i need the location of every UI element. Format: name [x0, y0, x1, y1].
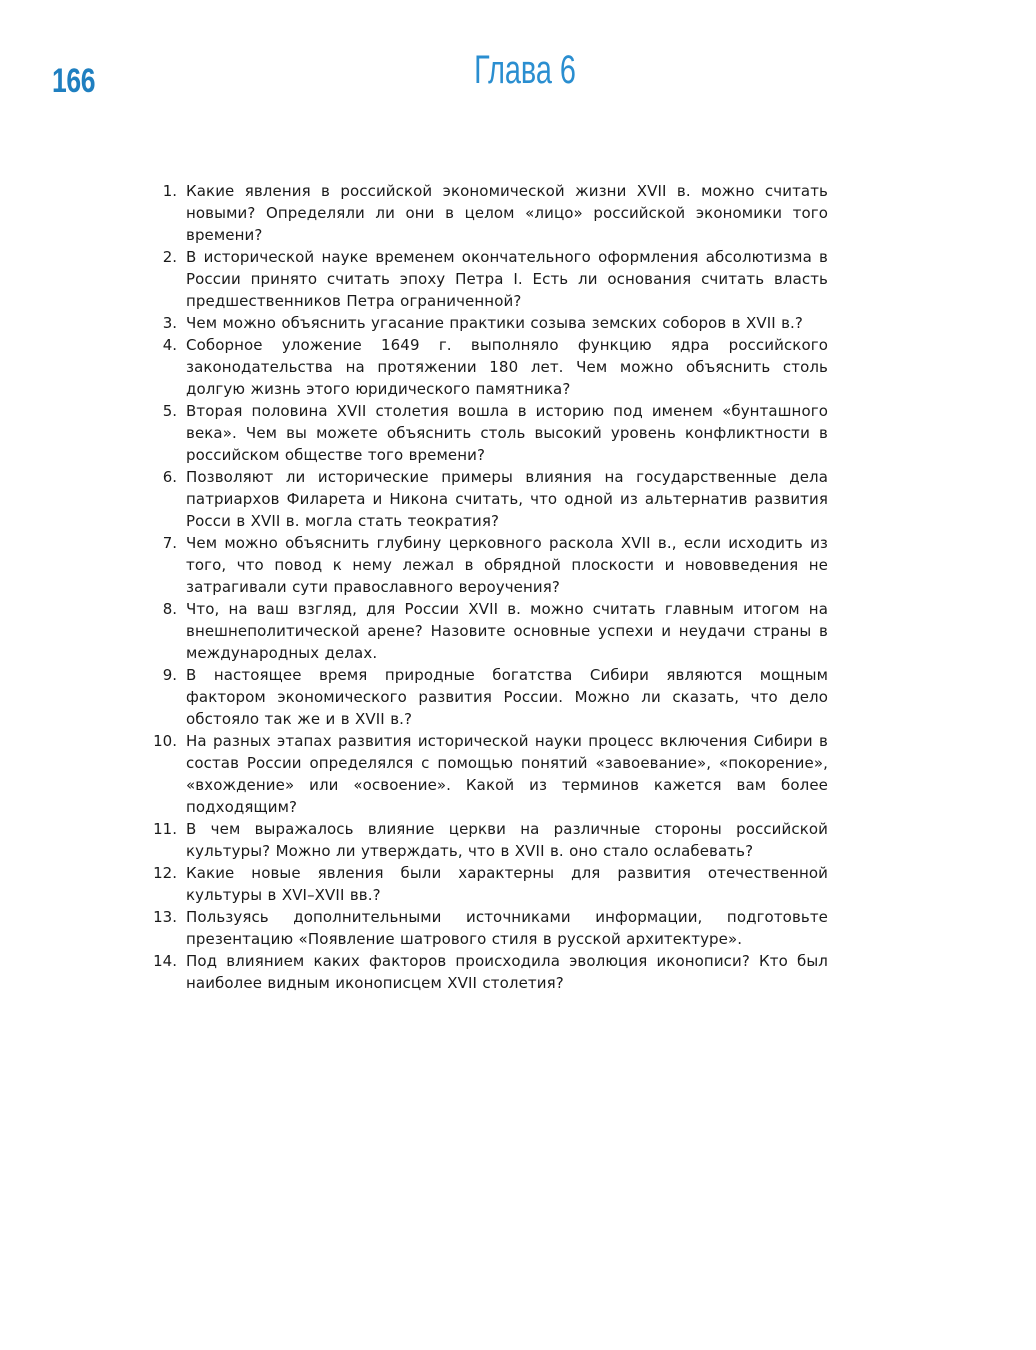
question-text: На разных этапах развития исторической науки процесс включения Сибири в состав России определялся с помощью понятий «завоевание», «покорение», «вхождение» или «освоение». Какой из терминов кажется вам более подходящим?: [186, 732, 828, 816]
question-item: [140, 400, 828, 466]
question-text: Пользуясь дополнительными источниками информации, подготовьте презентацию «Появление шатрового стиля в русской архитектуре».: [186, 908, 828, 948]
question-item: [140, 818, 828, 862]
question-number: 14.: [153, 952, 177, 970]
question-text: Какие новые явления были характерны для развития отечественной культуры в XVI–XVII вв.?: [186, 864, 828, 904]
page-number: 166: [52, 62, 96, 100]
question-number: 1.: [162, 182, 177, 200]
question-number: 9.: [162, 666, 177, 684]
question-number: 7.: [162, 534, 177, 552]
question-number: 13.: [153, 908, 177, 926]
question-item: [140, 906, 828, 950]
question-item: [140, 180, 828, 246]
question-text: Чем можно объяснить глубину церковного раскола XVII в., если исходить из того, что повод к нему лежал в обрядной плоскости и нововведения не затрагивали сути православного вероучения?: [186, 534, 828, 596]
question-number: 5.: [162, 402, 177, 420]
question-number: 3.: [162, 314, 177, 332]
question-item: [140, 862, 828, 906]
question-text: Вторая половина XVII столетия вошла в историю под именем «бунташного века». Чем вы можете объяснить столь высокий уровень конфликтности в российском обществе того времени?: [186, 402, 828, 464]
question-item: [140, 312, 828, 334]
question-text: Под влиянием каких факторов происходила эволюция иконописи? Кто был наиболее видным иконописцем XVII столетия?: [186, 952, 828, 992]
question-text: Чем можно объяснить угасание практики созыва земских соборов в XVII в.?: [186, 314, 803, 332]
question-number: 4.: [162, 336, 177, 354]
question-number: 11.: [153, 820, 177, 838]
question-number: 10.: [153, 732, 177, 750]
question-text: В настоящее время природные богатства Сибири являются мощным фактором экономического развития России. Можно ли сказать, что дело обстояло так же и в XVII в.?: [186, 666, 828, 728]
question-text: Какие явления в российской экономической жизни XVII в. можно считать новыми? Определяли ли они в целом «лицо» российской экономики того времени?: [186, 182, 828, 244]
chapter-title: Глава 6: [474, 48, 576, 92]
question-item: [140, 532, 828, 598]
question-item: [140, 334, 828, 400]
question-item: [140, 598, 828, 664]
question-text: В исторической науке временем окончательного оформления абсолютизма в России принято считать эпоху Петра I. Есть ли основания считать власть предшественников Петра ограниченной?: [186, 248, 828, 310]
question-text: В чем выражалось влияние церкви на различные стороны российской культуры? Можно ли утверждать, что в XVII в. оно стало ослабевать?: [186, 820, 828, 860]
question-number: 8.: [162, 600, 177, 618]
question-text: Позволяют ли исторические примеры влияния на государственные дела патриархов Филарета и Никона считать, что одной из альтернатив развития Росси в XVII в. могла стать теократия?: [186, 468, 828, 530]
question-item: [140, 950, 828, 994]
question-item: [140, 466, 828, 532]
question-item: [140, 246, 828, 312]
question-number: 12.: [153, 864, 177, 882]
question-item: [140, 730, 828, 818]
question-text: Что, на ваш взгляд, для России XVII в. можно считать главным итогом на внешнеполитической арене? Назовите основные успехи и неудачи страны в международных делах.: [186, 600, 828, 662]
question-text: Соборное уложение 1649 г. выполняло функцию ядра российского законодательства на протяжении 180 лет. Чем можно объяснить столь долгую жизнь этого юридического памятника?: [186, 336, 828, 398]
question-number: 2.: [162, 248, 177, 266]
question-number: 6.: [162, 468, 177, 486]
question-item: [140, 664, 828, 730]
questions-list: [140, 180, 828, 994]
